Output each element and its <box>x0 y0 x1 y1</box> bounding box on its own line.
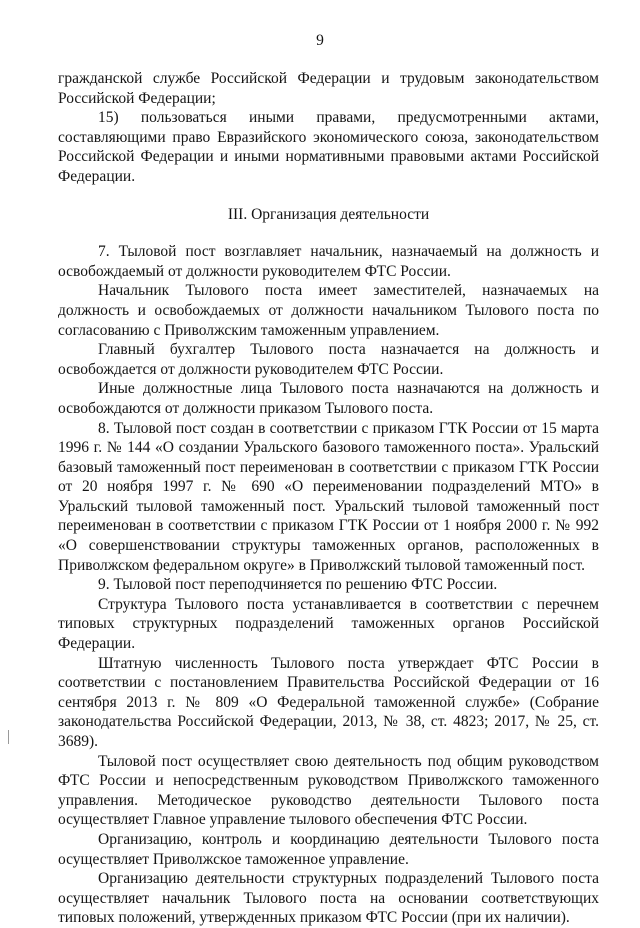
paragraph-control: Организацию, контроль и координацию деятельности Тылового поста осуществляет Приволжское таможенное управление. <box>58 830 599 868</box>
paragraph-item-9: 9. Тыловой пост переподчиняется по решению ФТС России. <box>98 576 498 594</box>
paragraph-item-15: 15) пользоваться иными правами, предусмотренными актами, составляющими право Евразийского экономического союза, законодательством Российской Федерации и иными нормативными правовыми актами Российской Федерации. <box>58 109 599 185</box>
paragraph-chief-accountant: Главный бухгалтер Тылового поста назначается на должность и освобождается от должности руководителем ФТС России. <box>58 341 599 378</box>
paragraph-item-7: 7. Тыловой пост возглавляет начальник, назначаемый на должность и освобождаемый от должности руководителем ФТС России. <box>58 243 599 280</box>
section-heading: III. Организация деятельности <box>227 205 430 223</box>
margin-mark <box>8 730 9 744</box>
paragraph-deputies: Начальник Тылового поста имеет заместителей, назначаемых на должность и освобождаемых от должности начальником Тылового поста по согласованию с Приволжским таможенным управлением. <box>58 282 599 339</box>
paragraph-supervision: Тыловой пост осуществляет свою деятельность под общим руководством ФТС России и непосредственным руководством Приволжского таможенного управления. Методическое руководство деятельности Тылового поста осуществляет Главное управление тылового обеспечения ФТС России. <box>58 752 599 829</box>
paragraph-structure: Структура Тылового поста устанавливается в соответствии с перечнем типовых структурных подразделений таможенных органов Российской Федерации. <box>58 595 599 653</box>
paragraph-other-officials: Иные должностные лица Тылового поста назначаются на должность и освобождаются от должности приказом Тылового поста. <box>58 380 599 417</box>
paragraph-organization: Организацию деятельности структурных подразделений Тылового поста осуществляет начальник Тылового поста на основании соответствующих типовых положений, утвержденных приказом ФТС России (при их наличии). <box>58 870 599 927</box>
document-body <box>58 69 599 928</box>
paragraph-staffing: Штатную численность Тылового поста утверждает ФТС России в соответствии с постановлением Правительства Российской Федерации от 16 сентября 2013 г. № 809 «О Федеральной таможенной службе» (Собрание законодательства Российской Федерации, 2013, № 38, ст. 4823; 2017, № 25, ст. 3689). <box>58 654 599 750</box>
page-number: 9 <box>316 32 324 49</box>
paragraph-continued: гражданской службе Российской Федерации и трудовым законодательством Российской Федерации; <box>58 70 599 107</box>
paragraph-item-8: 8. Тыловой пост создан в соответствии с приказом ГТК России от 15 марта 1996 г. № 144 «О создании Уральского базового таможенного поста». Уральский базовый таможенный пост переименован в соответствии с приказом ГТК России от 20 ноября 1997 г. № 690 «О переименовании подразделений МТО» в Уральский тыловой таможенный пост. Уральский тыловой таможенный пост переименован в соответствии с приказом ГТК России от 1 ноября 2000 г. № 992 «О совершенствовании структуры таможенных органов, расположенных в Приволжском федеральном округе» в Приволжский тыловой таможенный пост. <box>58 419 599 574</box>
